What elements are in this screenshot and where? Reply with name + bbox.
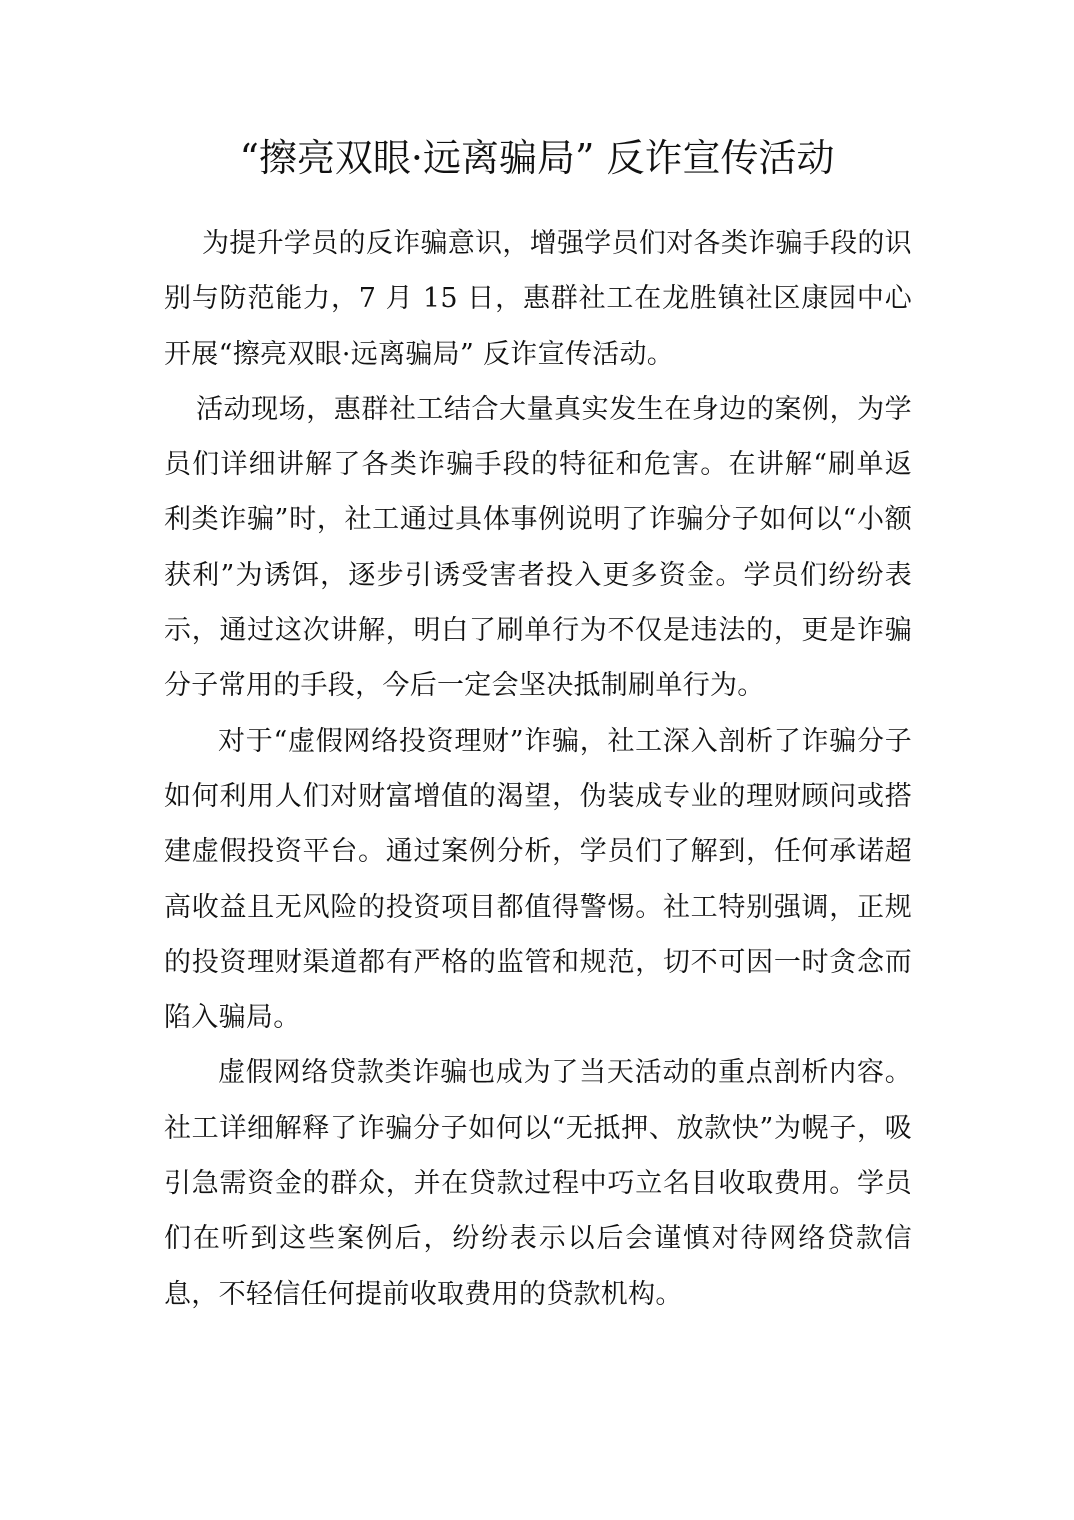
paragraph-investment-fraud: 对于“虚假网络投资理财”诈骗，社工深入剖析了诈骗分子如何利用人们对财富增值的渴望，伪装成专业的理财顾问或搭建虚假投资平台。通过案例分析，学员们了解到，任何承诺超高收益且无风险的投资项目都值得警惕。社工特别强调，正规的投资理财渠道都有严格的监管和规范，切不可因一时贪念而陷入骗局。 [164,725,912,1034]
paragraph-intro: 为提升学员的反诈骗意识，增强学员们对各类诈骗手段的识别与防范能力，7 月 15 日，惠群社工在龙胜镇社区康园中心开展“擦亮双眼·远离骗局” 反诈宣传活动。 [164,228,912,370]
paragraph-loan-fraud: 虚假网络贷款类诈骗也成为了当天活动的重点剖析内容。社工详细解释了诈骗分子如何以“无抵押、放款快”为幌子，吸引急需资金的群众，并在贷款过程中巧立名目收取费用。学员们在听到这些案例后，纷纷表示以后会谨慎对待网络贷款信息，不轻信任何提前收取费用的贷款机构。 [164,1057,912,1310]
document-title: “擦亮双眼·远离骗局” 反诈宣传活动 [239,136,835,180]
document-body [164,216,912,1322]
paragraph-scene: 活动现场，惠群社工结合大量真实发生在身边的案例，为学员们详细讲解了各类诈骗手段的特征和危害。在讲解“刷单返利类诈骗”时，社工通过具体事例说明了诈骗分子如何以“小额获利”为诱饵，逐步引诱受害者投入更多资金。学员们纷纷表示，通过这次讲解，明白了刷单行为不仅是违法的，更是诈骗分子常用的手段，今后一定会坚决抵制刷单行为。 [164,393,912,702]
